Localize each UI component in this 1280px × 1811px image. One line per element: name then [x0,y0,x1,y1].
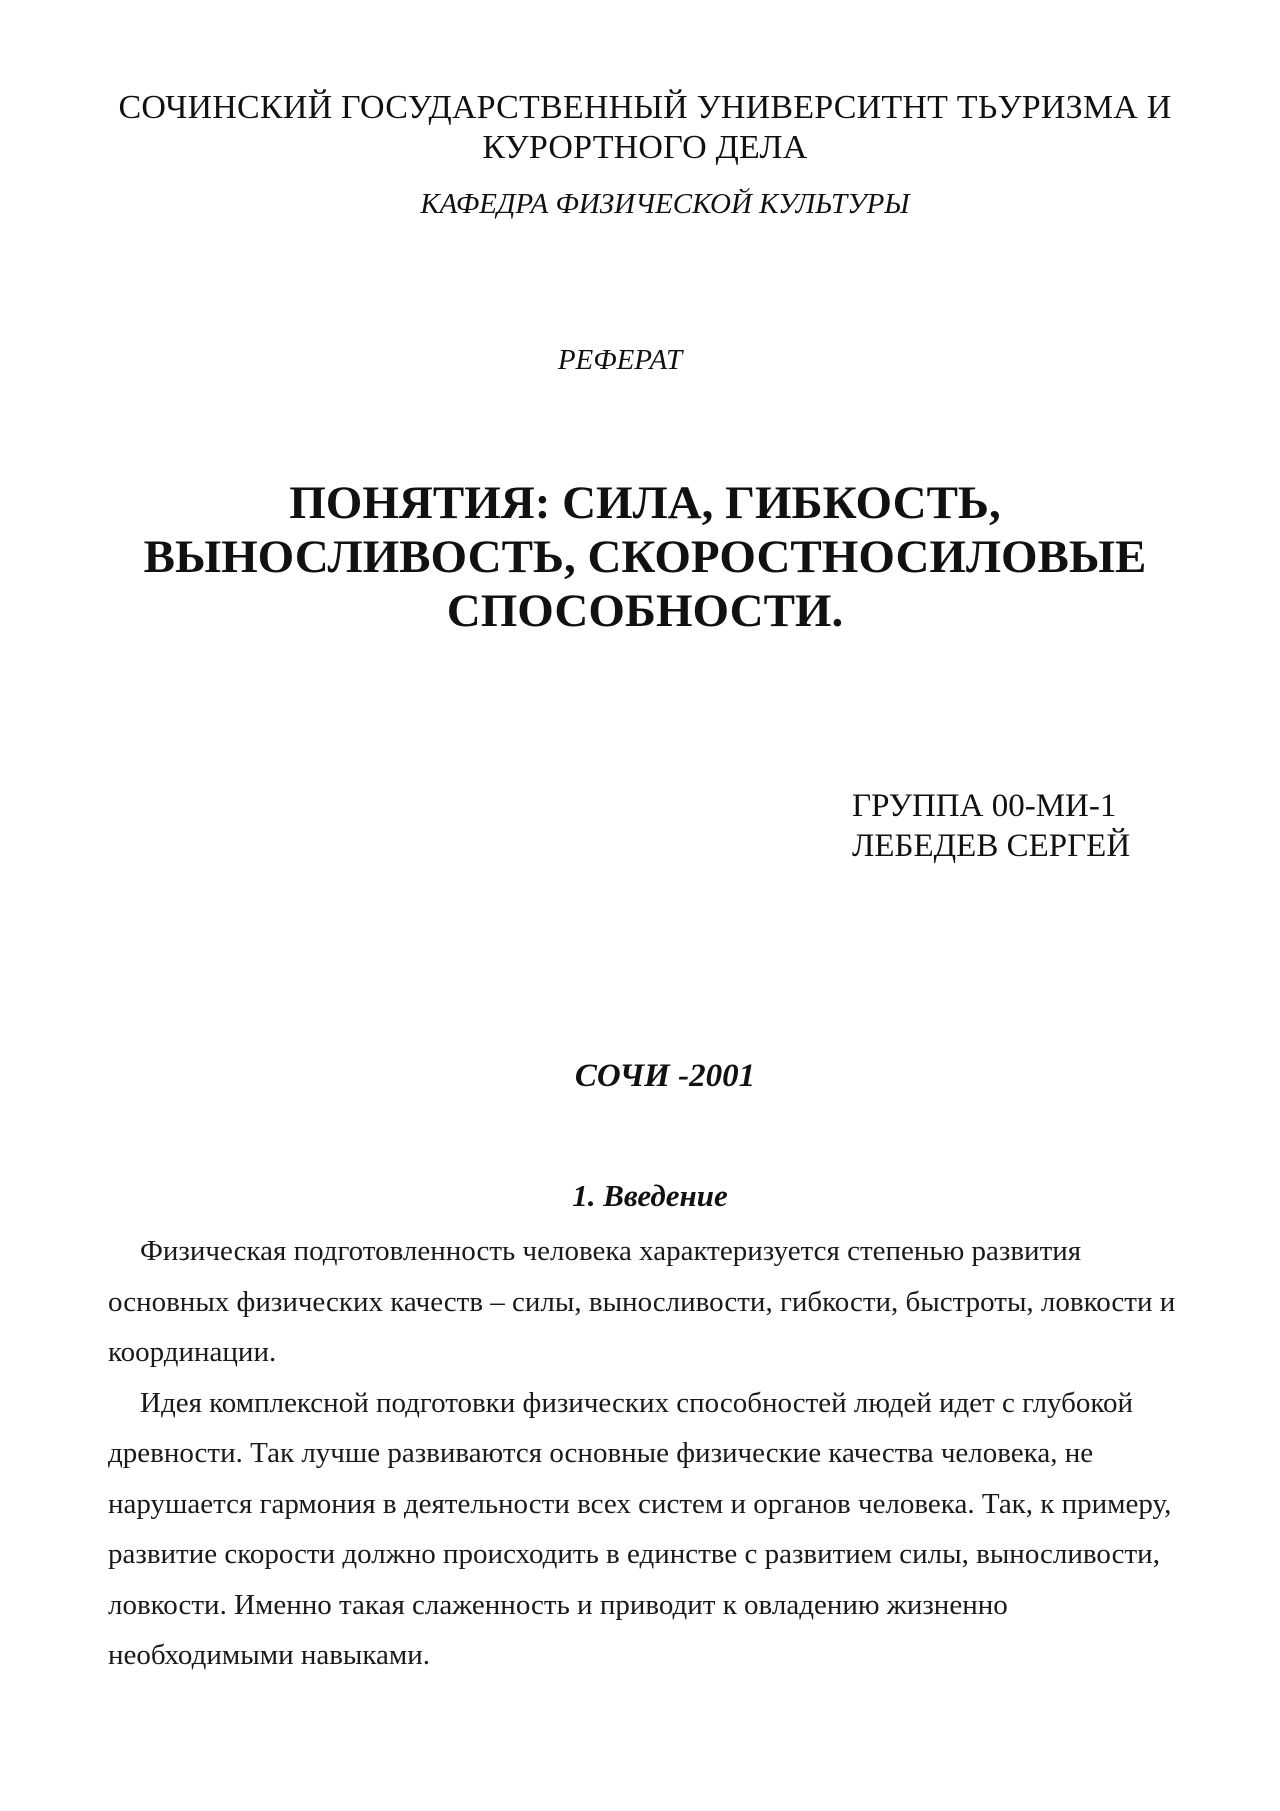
department-name: КАФЕДРА ФИЗИЧЕСКОЙ КУЛЬТУРЫ [420,188,910,220]
university-name: СОЧИНСКИЙ ГОСУДАРСТВЕННЫЙ УНИВЕРСИТНТ ТЬУРИЗМА И КУРОРТНОГО ДЕЛА [118,89,1172,166]
document-title: ПОНЯТИЯ: СИЛА, ГИБКОСТЬ, ВЫНОСЛИВОСТЬ, СКОРОСТНОСИЛОВЫЕ СПОСОБНОСТИ. [143,477,1147,637]
paragraph: Физическая подготовленность человека характеризуется степенью развития основных физических качеств – силы, выносливости, гибкости, быстроты, ловкости и координации. [108,1235,1176,1368]
section-body [108,1226,1178,1681]
document-type: РЕФЕРАТ [557,344,683,376]
author-block [852,786,1130,866]
paragraph: Идея комплексной подготовки физических способностей людей идет с глубокой древности. Так лучше развиваются основные физические качества человека, не нарушается гармония в деятельности всех систем и органов человека. Так, к примеру, развитие скорости должно происходить в единстве с развитием силы, выносливости, ловкости. Именно такая слаженность и приводит к овладению жизненно необходимыми навыками. [108,1386,1172,1671]
student-name: ЛЕБЕДЕВ СЕРГЕЙ [852,828,1131,864]
section-heading: 1. Введение [572,1178,728,1213]
city-year: СОЧИ -2001 [574,1058,756,1094]
student-group: ГРУППА 00-МИ-1 [852,788,1117,824]
